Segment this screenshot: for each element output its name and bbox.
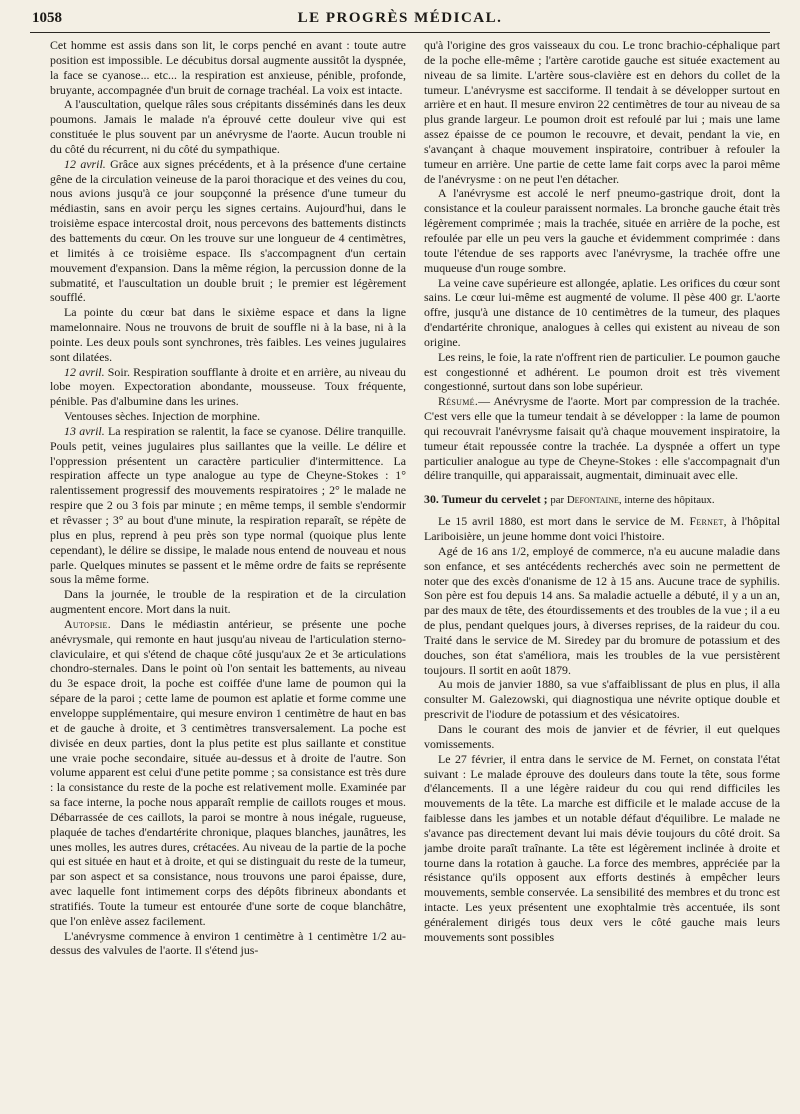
- section-heading: [424, 492, 780, 508]
- summary-lead: Résumé.: [438, 394, 479, 409]
- byline-by: par: [547, 494, 567, 507]
- paragraph: Dans la journée, le trouble de la respiration et de la circulation augmentent encore. Mort dans la nuit.: [50, 587, 406, 617]
- paragraph-text: Le 15 avril 1880, est mort dans le service de: [438, 514, 671, 529]
- paragraph: [424, 394, 780, 483]
- paragraph: A l'auscultation, quelque râles sous crépitants disséminés dans les deux poumons. Jamais le malade n'a éprouvé cette douleur vive qui est constituée le plus souvent par un anévrysme de l'aorte. Aucun trouble ni du côté du récurrent, ni du côté du sympathique.: [50, 97, 406, 156]
- paragraph-text: — Anévrysme de l'aorte. Mort par compression de la trachée. C'est vers elle que la tumeur tendait à se développer : la lame de poumon qui recouvrait l'anévrysme faisait qu'à chaque mouvement inspiratoire, la tumeur était repoussée contre la trachée. La dyspnée a offert un type particulier analogue au type de Cheyne-Stokes : elle s'accompagnait d'un délire tranquille, qui apparaissait, augmentait, diminuait avec elle.: [424, 394, 780, 483]
- date-label: 12 avril.: [64, 156, 106, 171]
- paragraph: Au mois de janvier 1880, sa vue s'affaiblissant de plus en plus, il alla consulter M. Galezowski, qui diagnostiqua une névrite optique double et prescrivit de l'iodure de potassium et des vésicatoires.: [424, 677, 780, 722]
- paragraph: A l'anévrysme est accolé le nerf pneumo-gastrique droit, dont la consistance et la couleur paraissent normales. La bronche gauche était très légèrement comprimée ; mais la trachée, située en arrière de la poche, est refoulée par elle un peu vers la gauche et évidemment comprimée : dans toute l'étendue de ses rapports avec l'anévrysme, la trachée offre une muqueuse d'un rouge sombre.: [424, 186, 780, 275]
- author-affiliation: , interne des hôpitaux.: [618, 494, 715, 507]
- paragraph: [50, 157, 406, 305]
- physician-name: M. Fernet: [670, 514, 724, 529]
- paragraph-text: Grâce aux signes précédents, et à la présence d'une certaine gêne de la circulation veineuse de la paroi thoracique et des veines du cou, nous avions jusqu'à ce jour soupçonné la présence d'une tumeur du médiastin, sans en avoir perçu les signes certains. Aujourd'hui, dans le troisième espace intercostal droit, nous percevons des battements distincts des battements du cœur. On les trouve sur une longueur de 4 centimètres, et limités à ce troisième espace. Ils s'accompagnent d'un certain mouvement d'expansion. Dans la même région, la percussion donne de la submatité, et l'auscultation un double bruit ; le premier est légèrement soufflé.: [50, 156, 406, 305]
- paragraph: Cet homme est assis dans son lit, le corps penché en avant : toute autre position est impossible. Le décubitus dorsal augmente aussitôt la dyspnée, la face se cyanose... etc... la respiration est anxieuse, pénible, profonde, bruyante, accompagnée d'un bruit de cornage trachéal. La voix est intacte.: [50, 38, 406, 97]
- paragraph: Le 27 février, il entra dans le service de M. Fernet, on constata l'état suivant : Le malade éprouve des douleurs dans toute la tête, sous forme d'élancements. Il a une légère raideur du cou qui rend difficiles les mouvements de la tête. La marche est difficile et le malade accuse de la faiblesse dans les jambes et un notable défaut d'équilibre. Le malade ne s'avance pas directement devant lui mais dévie toujours du côté droit. Sa jambe droite paraît traînante. La tête est légèrement inclinée à droite et tourne dans la rotation à gauche. La force des membres, appréciée par la résistance qu'ils opposent aux efforts destinés à empêcher leurs mouvements, semble conservée. La sensibilité des membres et du tronc est intacte. Les yeux présentent une exophtalmie très accentuée, ils sont généralement dirigés tous deux vers le côté gauche mais leurs mouvements sont possibles: [424, 751, 780, 944]
- paragraph-text: La respiration se ralentit, la face se cyanose. Délire tranquille. Pouls petit, veines jugulaires plus saillantes que la veille. Le délire et l'oppression présentent un caractère particulier d'intermittence. La respiration affecte un type analogue au type de Cheyne-Stokes : 1° ralentissement progressif des mouvements respiratoires ; 2° le malade ne respire que 2 ou 3 fois par minute ; en même temps, il semble s'endormir et rêvasser ; 3° au bout d'une minute, la respiration reparaît, se répète de plus en plus, reprend à peu près son type normal (quoique plus lente cependant), le délire se dissipe, le malade nous entend de nouveau et nous parle. Quelques minutes se passent et le même ordre de faits se représente sous la même forme.: [50, 423, 406, 587]
- running-title: LE PROGRÈS MÉDICAL.: [297, 10, 503, 26]
- section-title: 30. Tumeur du cervelet ;: [424, 492, 548, 507]
- paragraph: [424, 514, 780, 544]
- paragraph: L'anévrysme commence à environ 1 centimètre à 1 centimètre 1/2 au-dessus des valvules de l'aorte. Il s'étend jus-: [50, 928, 406, 958]
- paragraph: Ventouses sèches. Injection de morphine.: [64, 409, 261, 424]
- paragraph-text: Soir. Respiration soufflante à droite et en arrière, au niveau du lobe moyen. Expectoration abondante, mousseuse. Toux fréquente, pénible. Pas d'albumine dans les urines.: [50, 364, 406, 409]
- paragraph-text: Dans le médiastin antérieur, se présente une poche anévrysmale, qui remonte en haut jusqu'au niveau de l'articulation sterno-claviculaire, et qui s'étend de chaque côté jusqu'aux 2e et 3e articulations chondro-sternales. Dans le point où l'on sentait les battements, au niveau du 3e espace droit, la poche est coiffée d'une lame de poumon qui la sépare de la paroi ; cette lame de poumon est aplatie et forme comme une enveloppe supplémentaire, qui mesure environ 1 centimètre de haut en bas et de gauche à droite, et 3 centimètres transversalement. La poche est divisée en deux parties, dont la plus petite est plus saillante et constitue une vraie poche secondaire, située au-dessus et à droite de l'autre. Son volume apparent est celui d'une petite pomme ; sa consistance est très dure : la consistance du reste de la poche est relativement molle. Examinée par sa face interne, la poche nous apparaît remplie de caillots rouges et mous. Débarrassée de ces caillots, la paroi se montre à nous inégale, rugueuse, plaquée de taches d'endartérite chronique, plaques blanches, jaunâtres, les unes molles, les autres dures, crétacées. Au niveau de la partie de la poche qui est située en haut et à droite, et qui se distinguait du reste de la tumeur, par son aspect et sa consistance, nous trouvons une paroi épaisse, dure, avec laquelle font intimement corps des dépôts fibrineux abondants et stratifiés. Toute la tumeur est entourée d'une sorte de coque blanchâtre, que l'on enlève assez facilement.: [50, 616, 406, 928]
- paragraph: Dans le courant des mois de janvier et de février, il eut quelques vomissements.: [424, 721, 780, 751]
- paragraph: Agé de 16 ans 1/2, employé de commerce, n'a eu aucune maladie dans son enfance, et ses antécédents recherchés avec soin ne permettent de noter que des excès d'onanisme de 12 à 15 ans. Aucune trace de syphilis. Son père est fou depuis 14 ans. Sa maladie actuelle a débuté, il y a un an, par des maux de tête, des étourdissements et des troubles de la vue ; il a eu de plus, pendant quelques jours, à diverses reprises, de la raideur du cou. Traité dans le service de M. Siredey par du bromure de potassium et des douches, son état s'améliora, mais les troubles de la vue persistèrent toujours. Il sortit en août 1879.: [424, 543, 780, 677]
- paragraph-text: , à l'hôpital Lariboisière, un jeune homme dont voici l'histoire.: [424, 514, 780, 543]
- date-label: 12 avril.: [64, 364, 105, 379]
- paragraph: [50, 424, 406, 587]
- paragraph: [50, 365, 406, 410]
- paragraph: [50, 617, 406, 929]
- left-column: [50, 38, 406, 1106]
- paragraph: Les reins, le foie, la rate n'offrent rien de particulier. Le poumon gauche est congestionné et adhérent. Le poumon droit est très vivement congestionné, surtout dans son lobe supérieur.: [424, 349, 780, 394]
- paragraph: qu'à l'origine des gros vaisseaux du cou. Le tronc brachio-céphalique part de la poche elle-même ; l'artère carotide gauche est située exactement au niveau de sa limite. L'artère sous-clavière est en dehors du collet de la tumeur. L'anévrysme est sacciforme. Il tendait à se développer surtout en arrière et en haut. Il mesure environ 22 centimètres de tour au niveau de sa plus grande largeur. Le poumon droit est refoulé par lui ; mais une lame assez épaisse de ce poumon le recouvre, et devait, pendant la vie, en s'avançant à chaque mouvement inspiratoire, contribuer à refouler la tumeur en arrière. Une partie de cette lame fait corps avec la paroi même de l'anévrysme : on ne peut l'en détacher.: [424, 38, 780, 186]
- page-number: 1058: [32, 10, 62, 26]
- right-column: [424, 38, 780, 1106]
- section-author: Defontaine: [566, 494, 619, 507]
- autopsy-lead: Autopsie.: [64, 616, 112, 631]
- date-label: 13 avril.: [64, 423, 105, 438]
- page-header: [30, 6, 770, 33]
- paragraph: La veine cave supérieure est allongée, aplatie. Les orifices du cœur sont sains. Le cœur lui-même est augmenté de volume. Il pèse 400 gr. L'aorte offre, jusqu'à une distance de 10 centimètres de la tumeur, des plaques d'endartérite chronique, analogues à celles qui existent au niveau de son origine.: [424, 275, 780, 349]
- paragraph: La pointe du cœur bat dans le sixième espace et dans la ligne mamelonnaire. Nous ne trouvons de bruit de souffle ni à la base, ni à la pointe. Les deux pouls sont synchrones, très faibles. Les veines jugulaires sont dilatées.: [50, 305, 406, 364]
